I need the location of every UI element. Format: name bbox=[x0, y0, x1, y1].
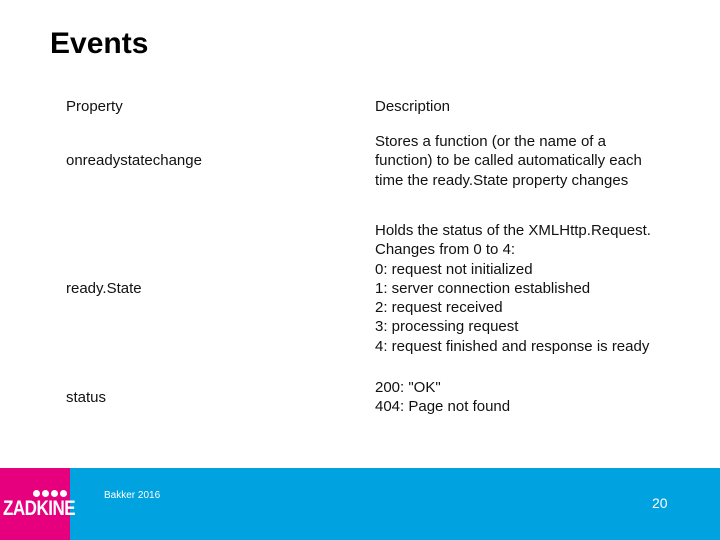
description-status bbox=[375, 378, 695, 417]
footer-author: Bakker 2016 bbox=[104, 490, 161, 501]
description-line: 0: request not initialized bbox=[375, 260, 533, 278]
header-description: Description bbox=[375, 98, 451, 115]
description-onreadystatechange bbox=[375, 132, 695, 190]
property-onreadystatechange: onreadystatechange bbox=[66, 152, 202, 169]
description-line: 404: Page not found bbox=[375, 398, 511, 416]
header-property: Property bbox=[66, 98, 123, 115]
description-line: Stores a function (or the name of a bbox=[375, 133, 606, 150]
property-readystate: ready.State bbox=[66, 280, 142, 297]
page-title: Events bbox=[50, 27, 149, 60]
zadkine-logo bbox=[0, 468, 76, 540]
description-line: Changes from 0 to 4: bbox=[375, 241, 516, 259]
description-line: 200: "OK" bbox=[375, 379, 441, 396]
logo-text: ZADKINE bbox=[3, 496, 76, 520]
description-line: 3: processing request bbox=[375, 318, 519, 336]
footer-bar bbox=[0, 468, 720, 540]
description-line: 2: request received bbox=[375, 299, 503, 317]
description-line: 4: request finished and response is ready bbox=[375, 337, 650, 355]
description-line: Holds the status of the XMLHttp.Request. bbox=[375, 222, 651, 239]
description-readystate bbox=[375, 221, 695, 356]
description-line: time the ready.State property changes bbox=[375, 171, 629, 189]
page-number: 20 bbox=[652, 495, 668, 511]
description-line: function) to be called automatically each bbox=[375, 152, 642, 170]
description-line: 1: server connection established bbox=[375, 279, 591, 297]
property-status: status bbox=[66, 389, 107, 406]
